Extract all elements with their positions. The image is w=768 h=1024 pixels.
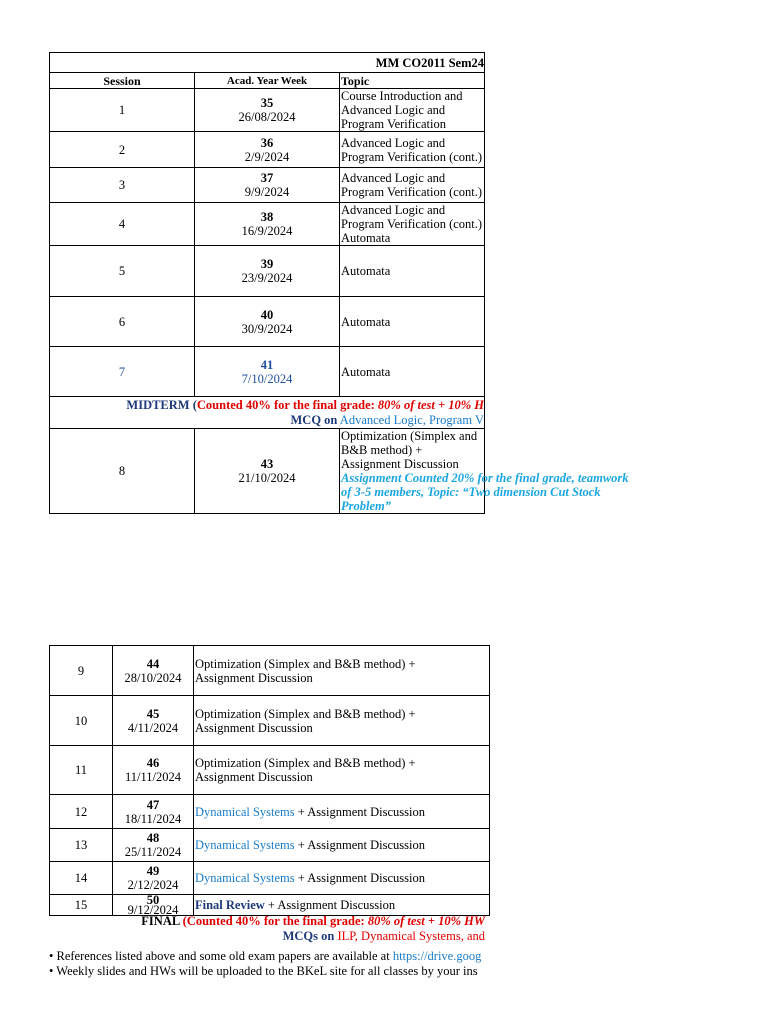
topic-cell: Automata — [340, 297, 485, 347]
table-row — [50, 862, 490, 895]
table-row — [50, 347, 485, 397]
session-number: 15 — [50, 895, 113, 916]
topic-cell: Advanced Logic and Program Verification (cont.) — [340, 132, 485, 168]
topic-cell: Advanced Logic and Program Verification (cont.) Automata — [340, 203, 485, 246]
midterm-mcq: MCQ on — [290, 412, 338, 427]
session-number: 4 — [50, 203, 195, 246]
topic-cell: Dynamical Systems + Assignment Discussion — [194, 862, 490, 895]
topic-cell: Course Introduction and Advanced Logic and Program Verification — [340, 89, 485, 132]
session-number: 9 — [50, 646, 113, 696]
table-row — [50, 168, 485, 203]
session-number: 7 — [50, 347, 195, 397]
week-cell: 43 21/10/2024 — [195, 429, 340, 514]
note-references: • References listed above and some old exam papers are available at https://drive.goog — [49, 949, 482, 963]
midterm-detail: 80% of test + 10% H — [377, 397, 484, 412]
final-mcq-topics: ILP, Dynamical Systems, and — [334, 929, 485, 943]
topic-cell: Optimization (Simplex and B&B method) + Assignment Discussion Assignment Counted 20% for the final grade, teamwork of 3-5 members, Topic: “Two dimension Cut Stock Problem” — [341, 429, 629, 513]
table-row — [50, 429, 485, 514]
midterm-mcq-topics: Advanced Logic, Program V — [337, 412, 484, 427]
week-cell: 46 11/11/2024 — [113, 746, 194, 795]
week-cell: 35 26/08/2024 — [195, 89, 340, 132]
topic-cell: Advanced Logic and Program Verification (cont.) — [340, 168, 485, 203]
week-cell: 44 28/10/2024 — [113, 646, 194, 696]
topic-cell: Optimization (Simplex and B&B method) + Assignment Discussion — [194, 746, 490, 795]
table-row — [50, 246, 485, 297]
table-row — [50, 746, 490, 795]
topic-highlight: Dynamical Systems — [195, 871, 295, 885]
topic-cell: Automata — [340, 246, 485, 297]
topic-cell: Final Review + Assignment Discussion — [194, 895, 490, 916]
topic-highlight: Dynamical Systems — [195, 804, 295, 819]
session-number: 14 — [50, 862, 113, 895]
assignment-note: Assignment Counted 20% for the final grade, teamwork — [341, 471, 629, 485]
schedule-table-top — [49, 52, 629, 514]
midterm-counted: Counted 40% for the final grade: — [196, 397, 378, 412]
week-cell: 41 7/10/2024 — [195, 347, 340, 397]
table-row — [50, 203, 485, 246]
table-row — [50, 132, 485, 168]
topic-cell: Optimization (Simplex and B&B method) + Assignment Discussion — [194, 696, 490, 746]
final-detail: 80% of test + 10% HW — [367, 914, 485, 928]
topic-cell: Optimization (Simplex and B&B method) + Assignment Discussion — [194, 646, 490, 696]
session-number: 12 — [50, 795, 113, 829]
week-cell: 47 18/11/2024 — [113, 795, 194, 829]
title-row — [50, 53, 485, 73]
session-number: 3 — [50, 168, 195, 203]
session-number: 8 — [50, 429, 195, 514]
week-cell: 50 9/12/2024 — [113, 895, 194, 916]
table-row — [50, 895, 490, 916]
table-row — [50, 89, 485, 132]
week-cell: 48 25/11/2024 — [113, 829, 194, 862]
header-week: Acad. Year Week — [195, 73, 340, 89]
week-cell: 49 2/12/2024 — [113, 862, 194, 895]
final-label: FINAL — [141, 914, 180, 928]
topic-highlight: Dynamical Systems — [195, 838, 295, 852]
topic-cell: Dynamical Systems + Assignment Discussion — [194, 829, 490, 862]
week-cell: 45 4/11/2024 — [113, 696, 194, 746]
topic-cell: Dynamical Systems + Assignment Discussion — [194, 795, 490, 829]
week-cell: 39 23/9/2024 — [195, 246, 340, 297]
table-row — [50, 646, 490, 696]
week-cell: 37 9/9/2024 — [195, 168, 340, 203]
header-topic: Topic — [340, 73, 485, 89]
session-number: 6 — [50, 297, 195, 347]
session-number: 1 — [50, 89, 195, 132]
course-title: MM CO2011 Sem24 — [50, 53, 485, 73]
session-number: 11 — [50, 746, 113, 795]
final-counted: Counted 40% for the final grade: — [186, 914, 368, 928]
session-number: 10 — [50, 696, 113, 746]
session-number: 5 — [50, 246, 195, 297]
table-row — [50, 795, 490, 829]
table-row — [50, 297, 485, 347]
final-mcq: MCQs on — [282, 929, 335, 943]
week-cell: 38 16/9/2024 — [195, 203, 340, 246]
header-row — [50, 73, 485, 89]
table-row — [50, 829, 490, 862]
topic-cell: Automata — [340, 347, 485, 397]
midterm-row — [50, 397, 485, 429]
session-number: 2 — [50, 132, 195, 168]
schedule-table-bottom — [49, 645, 490, 916]
midterm-label: MIDTERM — [126, 397, 190, 412]
drive-link[interactable]: https://drive.goog — [392, 949, 482, 963]
final-exam-block: FINAL (Counted 40% for the final grade: 80% of test + 10% HW MCQs on ILP, Dynamical Systems, and — [141, 914, 485, 943]
table-row — [50, 696, 490, 746]
topic-highlight: Final Review — [195, 898, 265, 912]
week-cell: 36 2/9/2024 — [195, 132, 340, 168]
midterm-cell: MIDTERM (Counted 40% for the final grade: 80% of test + 10% H MCQ on Advanced Logic, Program V — [50, 397, 485, 429]
note-bkel: • Weekly slides and HWs will be uploaded to the BKeL site for all classes by your ins — [49, 964, 478, 978]
session-number: 13 — [50, 829, 113, 862]
week-cell: 40 30/9/2024 — [195, 297, 340, 347]
header-session: Session — [50, 73, 195, 89]
